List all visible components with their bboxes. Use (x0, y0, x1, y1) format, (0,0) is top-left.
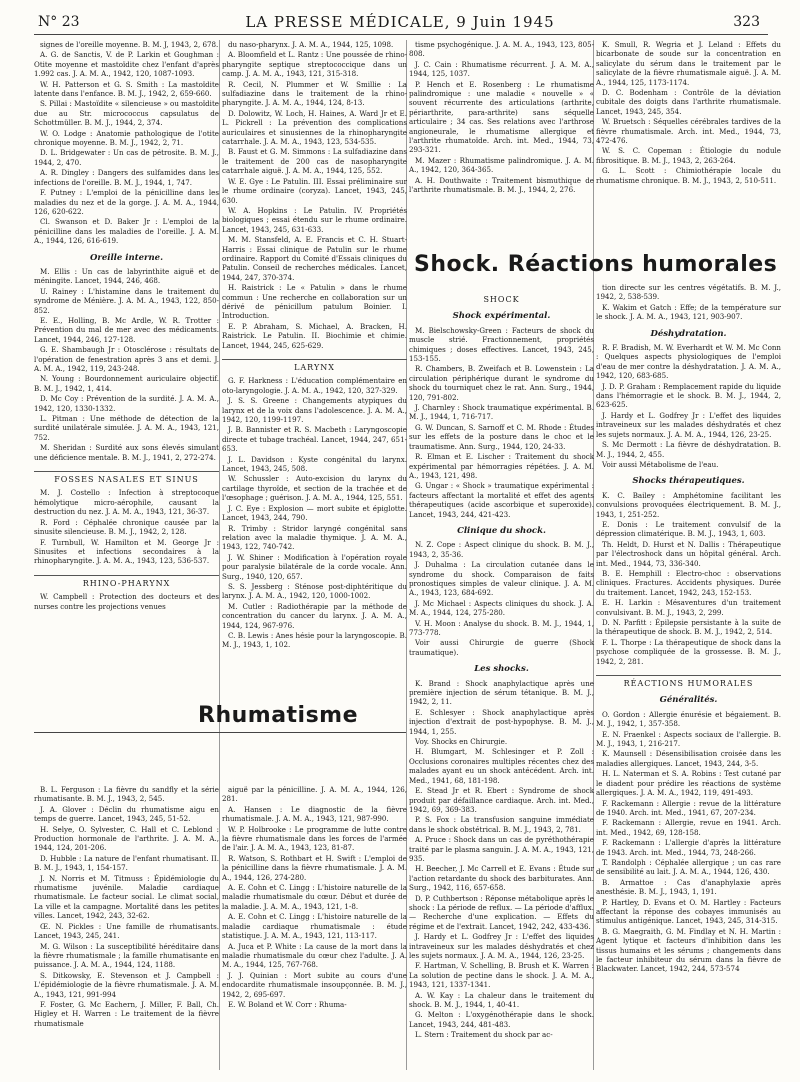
reference-entry: W. Schussler : Auto-excision du larynx du cartilage thyroïde, et section de la trachée et de l'œsophage ; guérison. J. A. M. A., 1944, 125, 551. (222, 474, 407, 503)
section-heading: Les shocks. (474, 664, 529, 675)
reference-entry: F. Foster, G. Mc Eachern, J. Miller, F. Ball, Ch. Higley et H. Warren : Le traitement de la fièvre rhumatismale (34, 999, 219, 1028)
reference-entry: J. Duhalma : La circulation cutanée dans le syndrome du shock. Comparaison de faits pronostiques simples de valeur clinique. J. A. M. A., 1943, 123, 684-692. (409, 560, 594, 598)
reference-entry: H. Beecher, J. Mc Carrell et E. Evans : Étude sur l'action retardante du shock des barbiturates. Ann. Surg., 1942, 116, 657-658. (409, 864, 594, 893)
bibliography-list (222, 376, 407, 649)
bibliography-list (596, 283, 781, 322)
reference-entry: K. Brand : Shock anaphylactique après une première injection de sérum tétanique. B. M. J., 1942, 2, 11. (409, 678, 594, 707)
column-1 (34, 40, 219, 612)
section-heading: Généralités. (659, 695, 718, 706)
section-heading: Oreille interne. (89, 252, 164, 263)
reference-entry: E. P. Abraham, S. Michael, A. Bracken, H. Raistrick. Le Patulin. II. Biochimie et chimie. Lancet, 1944, 245, 625-629. (222, 321, 407, 350)
reference-entry: H. Blumgart, M. Schlesinger et P. Zoll : Occlusions coronaires multiples récentes chez des malades ayant eu un shock antécédent. Arch. int. Med., 1941, 68, 181-198. (409, 747, 594, 785)
bibliography-list (409, 40, 594, 195)
reference-entry: A. G. de Sanctis, V. de P. Larkin et Goughman : Otite moyenne et mastoïdite chez l'enfant d'après 1.992 cas. J. A. M. A., 1942, 120, 1087-1093. (34, 50, 219, 79)
reference-entry: D. Dolowitz, W. Loch, H. Haines, A. Ward Jr et E. L. Pickrell : La prévention des complications auriculaires et sinusiennes de la rhinopharyngite catarrhale. J. A. M. A., 1943, 123, 534-535. (222, 108, 407, 147)
reference-entry: H. Selye, O. Sylvester, C. Hall et C. Leblond : Production hormonale de l'arthrite. J. A. M. A., 1944, 124, 201-206. (34, 824, 219, 853)
reference-entry: B. Faust et G. M. Simmons : La sulfadiazine dans le traitement de 200 cas de nasopharyngite catarrhale aiguë. J. A. M. A., 1944, 125, 552. (222, 147, 407, 176)
reference-entry: A. Bloomfield et L. Rantz : Une poussée de rhino-pharyngite septique streptococcique dans un camp. J. A. M. A., 1943, 121, 315-318. (222, 50, 407, 79)
reference-entry: D. N. Parfitt : Épilepsie persistante à la suite de la thérapeutique de shock. B. M. J., 1942, 2, 514. (596, 618, 781, 637)
reference-entry: K. Wakim et Gatch : Effe; de la température sur le shock. J. A. M. A., 1943, 121, 903-907. (596, 302, 781, 322)
reference-entry: H. Raistrick : Le « Patulin » dans le rhume commun : Une recherche en collaboration sur un dérivé de pénicillum patulum Boinier. I. Introduction. (222, 283, 407, 321)
reference-entry: U. Rainey : L'histamine dans le traitement du syndrome de Ménière. J. A. M. A., 1943, 122, 850-852. (34, 286, 219, 315)
bibliography-list (596, 710, 781, 974)
reference-entry: L. Pitman : Une méthode de détection de la surdité unilatérale simulée. J. A. M. A., 1943, 121, 752. (34, 414, 219, 442)
reference-entry: F. Turnbull, W. Hamilton et M. George Jr : Sinusites et infections secondaires à la rhinopharyngite. J. A. M. A., 1943, 123, 536-537. (34, 537, 219, 566)
reference-entry: D. C. Bodenham : Contrôle de la déviation cubitale des doigts dans l'arthrite rhumatismale. Lancet, 1943, 245, 354. (596, 88, 781, 116)
reference-entry: V. H. Moon : Analyse du shock. B. M. J., 1944, 1, 773-778. (409, 618, 594, 637)
reference-entry: J. D. P. Graham : Remplacement rapide du liquide dans l'hémorragie et le shock. B. M. J., 1944, 2, 623-625. (596, 381, 781, 410)
reference-entry: G. E. Shambaugh Jr : Otosclérose : résultats de l'opération de fenestration après 3 ans et demi. J. A. M. A., 1942, 119, 243-248. (34, 345, 219, 373)
reference-entry: G. F. Harkness : L'éducation complémentaire en oto-laryngologie. J. A. M. A., 1942, 120, 327-329. (222, 376, 407, 395)
section-heading: LARYNX (222, 359, 407, 372)
reference-entry: W. S. C. Copeman : Étiologie du nodule fibrositique. B. M. J., 1943, 2, 263-264. (596, 146, 781, 165)
bibliography-list (34, 592, 219, 611)
reference-entry: M. J. Costello : Infection à streptocoque hémolytique micro-aérophile, causant la destruction du nez. J. A. M. A., 1943, 121, 36-37. (34, 488, 219, 517)
reference-entry: J. Hardy et L. Godfrey Jr : L'effet des liquides intraveineux sur les malades déshydratés et chez les sujets normaux. J. A. M. A., 1944, 126, 23-25. (596, 410, 781, 439)
reference-entry: M. Bielschowsky-Green : Facteurs de shock du muscle strié. Fractionnement, propriétés chimiques ; doses effectives. Lancet, 1943, 245, 153-155. (409, 325, 594, 364)
column-4 (596, 40, 781, 186)
reference-entry: J. C. Cain : Rhumatisme récurrent. J. A. M. A., 1944, 125, 1037. (409, 59, 594, 79)
reference-entry: P. Hartley, D. Evans et O. M. Hartley : Facteurs affectant la réponse des cobayes immunisés au stimulus antigénique. Lancet, 1943, 245, 314-315. (596, 897, 781, 926)
reference-entry: J. J. Quinian : Mort subite au cours d'une endocardite rhumatismale insoupçonnée. B. M. J., 1942, 2, 695-697. (222, 970, 407, 999)
section-heading: RHINO-PHARYNX (34, 575, 219, 588)
reference-entry: E. Donis : Le traitement convulsif de la dépression climatérique. B. M. J., 1943, 1, 603. (596, 519, 781, 539)
bibliography-list (409, 540, 594, 657)
column-1-lower (34, 785, 219, 1029)
reference-entry: R. Cecil, N. Plummer et W. Smillie : La sulfadiazine dans le traitement de la rhino-pharyngite. J. A. M. A., 1944, 124, 8-13. (222, 79, 407, 108)
reference-entry: E. Schlesyer : Shock anaphylactique après injection d'extrait de post-hypophyse. B. M. J., 1944, 1, 255. (409, 707, 594, 736)
reference-entry: M. G. Wilson : La susceptibilité héréditaire dans la fièvre rhumatismale ; la famille rhumatisante en puissance. J. A. M. A., 1944, 124, 1188. (34, 941, 219, 970)
shock-heading: Shock. Réactions humorales (414, 252, 778, 277)
reference-entry: J. C. Eye : Explosion — mort subite et épiglotte. Lancet, 1943, 244, 790. (222, 503, 407, 523)
reference-entry: D. L. Bridgewater : Un cas de pétrosite. B. M. J., 1944, 2, 470. (34, 148, 219, 167)
reference-entry: du naso-pharynx. J. A. M. A., 1944, 125, 1098. (228, 40, 394, 49)
reference-entry: A. Pruce : Shock dans un cas de pyréthothérapie traité par le plasma sanguin. J. A. M. A., 1943, 121, 935. (409, 835, 594, 863)
reference-entry: A. W. Kay : La chaleur dans le traitement du shock. B. M. J., 1944, 1, 40-41. (409, 990, 594, 1010)
reference-entry: R. F. Bradish, M. W. Everhardt et W. M. Mc Conn : Quelques aspects physiologiques de l'emploi d'eau de mer contre la déshydratation. J. A. M. A., 1942, 120, 683-685. (596, 343, 781, 381)
reference-entry: J. N. Norris et M. Titmuss : Épidémiologie du rhumatisme juvénile. Maladie cardiaque rhumatismale. Le facteur social. Le climat social, La ville et la campagne. Mortalité dans les petites villes. Lancet, 1942, 243, 32-62. (34, 873, 219, 921)
bibliography-list (409, 326, 594, 519)
reference-entry: W. P. Holbrooke : Le programme de lutte contre la fièvre rhumatismale dans les forces de l'armée de l'air. J. A. M. A., 1943, 123, 81-87. (222, 824, 407, 853)
reference-entry: R. Trimby : Stridor laryngé congénital sans relation avec la maladie thymique. J. A. M. A., 1943, 122, 740-742. (222, 523, 407, 552)
reference-entry: E. N. Fraenkel : Aspects sociaux de l'allergie. B. M. J., 1943, 1, 216-217. (596, 729, 781, 749)
section-heading: Déshydratation. (650, 328, 727, 339)
reference-entry: Voy. Shocks en Chirurgie. (415, 737, 508, 747)
reference-entry: E. Stead Jr et R. Ebert : Syndrome de shock produit par défaillance cardiaque. Arch. int. Med., 1942, 69, 369-383. (409, 786, 594, 814)
reference-entry: M. M. Stansfeld, A. E. Francis et C. H. Stuart-Harris : Essai clinique de Patulin sur le rhume ordinaire. Rapport du Comité d'Essais cliniques du Patulin. Conseil de recherches médicales. Lancet, 1944, 247, 370-374. (222, 235, 407, 282)
bibliography-list (409, 679, 594, 1040)
reference-entry: J. Hardy et L. Godfrey Jr : L'effet des liquides intraveineux sur les malades déshydratés et chez les sujets normaux. J. A. M. A., 1944, 126, 23-25. (409, 932, 594, 960)
reference-entry: B. E. Hemphill : Electro-choc : observations cliniques. Fractures. Accidents physiques. Durée du traitement. Lancet, 1942, 243, 152-153. (596, 568, 781, 597)
reference-entry: R. Chambers, B. Zweifach et B. Lowenstein : La circulation périphérique durant le syndrome du shock du tourniquet chez le rat. Ann. Surg., 1944, 120, 791-802. (409, 364, 594, 402)
reference-entry: aiguë par la pénicilline. J. A. M. A., 1944, 126, 281. (222, 785, 407, 804)
reference-entry: K. Maunsell : Désensibilisation croisée dans les maladies allergiques. Lancet, 1943, 244, 3-5. (596, 749, 781, 768)
reference-entry: F. Putney : L'emploi de la pénicilline dans les maladies du nez et de la gorge. J. A. M. A., 1944, 126, 620-622. (34, 188, 219, 216)
reference-entry: D. Hubble : La nature de l'enfant rhumatisant. II. B. M. J., 1943, 1, 154-157. (34, 853, 219, 873)
reference-entry: N. Young : Bourdonnement auriculaire objectif. B. M. J., 1942, 1, 414. (34, 374, 219, 393)
reference-entry: J. W. Shiner : Modification à l'opération royale pour paralysie bilatérale de la corde vocale. Ann. Surg., 1940, 120, 657. (222, 552, 407, 581)
reference-entry: J. L. Davidson : Kyste congénital du larynx. Lancet, 1943, 245, 508. (222, 454, 407, 474)
reference-entry: O. Gordon : Allergie énurésie et bégaiement. B. M. J., 1942, 1, 357-358. (596, 709, 781, 729)
reference-entry: A. Hansen : Le diagnostic de la fièvre rhumatismale. J. A. M. A., 1943, 121, 987-990. (222, 804, 407, 824)
reference-entry: A. E. Cohn et C. Lingg : L'histoire naturelle de la maladie cardiaque rhumatismale : étude statistique. J. A. M. A., 1943, 121, 113-117. (222, 912, 407, 941)
reference-entry: F. L. Thorpe : La thérapeutique de shock dans la psychose compliquée de la grossesse. B. M. J., 1942, 2, 281. (596, 637, 781, 666)
reference-entry: F. Rackemann : Allergie, revue en 1941. Arch. int. Med., 1942, 69, 128-158. (596, 818, 781, 837)
reference-entry: F. Rackemann : L'allergie d'après la littérature de 1943. Arch. int. Med., 1944, 73, 248-266. (596, 838, 781, 857)
reference-entry: N. Z. Cope : Aspect clinique du shock. B. M. J., 1943, 2, 35-36. (409, 540, 594, 559)
reference-entry: J. A. Glover : Déclin du rhumatisme aigu en temps de guerre. Lancet, 1943, 245, 51-52. (34, 804, 219, 824)
page-header (0, 0, 800, 38)
reference-entry: W. O. Lodge : Anatomie pathologique de l'otite chronique moyenne. B. M. J., 1942, 2, 71. (34, 128, 219, 148)
reference-entry: Œ. N. Pickles : Une famille de rhumatisants. Lancet, 1943, 245, 241. (34, 921, 219, 941)
reference-entry: W. A. Hopkins : Le Patulin. IV. Propriétés biologiques ; essai étendu sur le rhume ordinaire. Lancet, 1943, 245, 631-633. (222, 205, 407, 234)
reference-entry: J. Mc Michael : Aspects cliniques du shock. J. A. M. A., 1944, 124, 275-280. (409, 598, 594, 618)
reference-entry: M. Cutler : Radiothérapie par la méthode de concentration du cancer du larynx. J. A. M. A., 1944, 124, 967-976. (222, 601, 407, 630)
column-4-lower (596, 283, 781, 975)
reference-entry: W. Bruetsch : Séquelles cérébrales tardives de la fièvre rhumatismale. Arch. int. Med., 1944, 73, 472-476. (596, 117, 781, 146)
reference-entry: R. Ford : Céphalée chronique causée par la sinusite silencieuse. B. M. J., 1942, 2, 128. (34, 517, 219, 537)
bibliography-list (596, 491, 781, 666)
reference-entry: L. Stern : Traitement du shock par ac- (415, 1030, 553, 1040)
bibliography-list (596, 343, 781, 469)
bibliography-list (34, 267, 219, 462)
reference-entry: C. B. Lewis : Anes hésie pour la laryngoscopie. B. M. J., 1943, 1, 102. (222, 630, 407, 650)
column-3-lower (409, 283, 594, 1041)
reference-entry: R. Elman et E. Lischer : Traitement du shock expérimental par hémorragies répétées. J. A. M. A., 1943, 121, 498. (409, 452, 594, 480)
column-2 (222, 40, 407, 651)
reference-entry: M. Sheridan : Surdité aux sons élevés simulant une déficience mentale. B. M. J., 1941, 2, 272-274. (34, 443, 219, 462)
reference-entry: J. Charnley : Shock traumatique expérimental. B. M. J., 1944, 1, 716-717. (409, 403, 594, 422)
reference-entry: S. Pillai : Mastoïdite « silencieuse » ou mastoïdite due au Str. micrococcus capsulatus de Schottmüller. B. M. J., 1944, 2, 374. (34, 99, 219, 128)
reference-entry: Voir aussi Métabolisme de l'eau. (602, 459, 719, 469)
reference-entry: T. Randolph : Céphalée allergique ; un cas rare de sensibilité au lait. J. A. M. A., 1944, 126, 430. (596, 857, 781, 877)
reference-entry: G. L. Scott : Chimiothérapie locale du rhumatisme chronique. B. M. J., 1943, 2, 510-511. (596, 166, 781, 185)
reference-entry: R. Watson, S. Rothbart et H. Swift : L'emploi de la pénicilline dans la fièvre rhumatismale. J. A. M. A., 1944, 126, 274-280. (222, 853, 407, 882)
rhumatisme-rule (34, 732, 406, 733)
reference-entry: S. Ditkowsky, E. Stevenson et J. Campbell : L'épidémiologie de la fièvre rhumatismale. J. A. M. A., 1943, 121, 991-994 (34, 970, 219, 999)
bibliography-list (596, 40, 781, 185)
page-number: 323 (733, 14, 760, 30)
bibliography-list (34, 785, 219, 1028)
reference-entry: Cl. Swanson et D. Baker Jr : L'emploi de la pénicilline dans les maladies de l'oreille. J. A. M. A., 1944, 126, 616-619. (34, 217, 219, 246)
reference-entry: G. W. Duncan, S. Sarnoff et C. M. Rhode : Études sur les effets de la posture dans le choc et le traumatisme. Ann. Surg., 1944, 120, 24-33. (409, 422, 594, 451)
reference-entry: tisme psychogénique. J. A. M. A., 1943, 123, 805-808. (409, 40, 594, 59)
reference-entry: M. Ellis : Un cas de labyrinthite aiguë et de méningite. Lancet, 1944, 246, 468. (34, 266, 219, 286)
reference-entry: W. H. Patterson et G. S. Smith : La mastoïdite latente dans l'enfance. B. M. J., 1942, 2, 659-660. (34, 79, 219, 99)
reference-entry: E. H. Larkin : Mésaventures d'un traitement convulsivant. B. M. J., 1943, 2, 299. (596, 598, 781, 617)
reference-entry: tion directe sur les centres végétatifs. B. M. J., 1942, 2, 538-539. (596, 283, 781, 302)
reference-entry: M. Mazer : Rhumatisme palindromique. J. A. M. A., 1942, 120, 364-365. (409, 155, 594, 175)
reference-entry: H. L. Naterman et S. A. Robins : Test cutané par le diadent pour prédire les réactions de système allergiques. J. A. M. A., 1942, 119, 491-493. (596, 769, 781, 798)
reference-entry: K. C. Bailey : Amphétomine facilitant les convulsions provoquées électriquement. B. M. J., 1943, 1, 251-252. (596, 490, 781, 519)
reference-entry: Voir aussi Chirurgie de guerre (Shock traumatique). (409, 638, 594, 657)
rhumatisme-heading: Rhumatisme (198, 703, 359, 728)
column-2-lower (222, 785, 407, 1010)
section-heading: FOSSES NASALES ET SINUS (34, 471, 219, 484)
reference-entry: D. P. Cuthbertson : Réponse métabolique après le shock : La période de reflux. — La période d'afflux. — Recherche d'une explication. — Effets du régime et de l'extrait. Lancet, 1942, 242, 433-436. (409, 893, 594, 931)
bibliography-list (34, 488, 219, 565)
column-3 (409, 40, 594, 196)
reference-entry: A. E. Cohn et C. Lingg : L'histoire naturelle de la maladie rhumatismale du cœur. Début et durée de la maladie. J. A. M. A., 1943, 121, 1-8. (222, 883, 407, 911)
reference-entry: G. Melton : L'oxygénothérapie dans le shock. Lancet, 1943, 244, 481-483. (409, 1010, 594, 1029)
section-heading: Shocks thérapeutiques. (632, 476, 745, 487)
reference-entry: B. G. Maegraith, G. M. Findlay et N. H. Martin : Agent lytique et facteurs d'inhibition dans les tissus humains et les sérums ; changements dans le facteur inhibiteur du sérum dans la fièvre de Blackwater. Lancet, 1942, 244, 573-574 (596, 926, 781, 974)
reference-entry: P. S. Fox : La transfusion sanguine immédiate dans le shock obstétrical. B. M. J., 1943, 2, 781. (409, 815, 594, 834)
header-rule (34, 34, 768, 35)
reference-entry: F. Hartman, V. Schelling, B. Brush et K. Warren : La solution de pectine dans le shock. J. A. M. A., 1943, 121, 1337-1341. (409, 961, 594, 990)
reference-entry: B. L. Ferguson : La fièvre du sandfly et la série rhumatisante. B. M. J., 1943, 2, 545. (34, 785, 219, 804)
bibliography-list (222, 785, 407, 1009)
reference-entry: K. Smull, R. Wegria et J. Leland : Effets du bicarbonate de soude sur la concentration en salicylate du sérum dans le traitement par le salicylate de la fièvre rhumatismale aiguë. J. A. M. A., 1944, 125, 1173-1174. (596, 40, 781, 87)
reference-entry: signes de l'oreille moyenne. B. M. J, 1943, 2, 678. (40, 40, 219, 49)
reference-entry: E. E., Holling, B. Mc Ardle, W. R. Trotter : Prévention du mal de mer avec des médicaments. Lancet, 1944, 246, 127-128. (34, 315, 219, 344)
reference-entry: F. Rackemann : Allergie : revue de la littérature de 1940. Arch. int. Med., 1941, 67, 207-234. (596, 798, 781, 817)
reference-entry: J. B. Bannister et R. S. Macbeth : Laryngoscopie directe et tubage trachéal. Lancet, 1944, 247, 651-653. (222, 425, 407, 454)
section-heading: Clinique du shock. (457, 525, 546, 536)
reference-entry: W. E. Gye : Le Patulin. III. Essai préliminaire sur le rhume ordinaire (coryza). Lancet, 1943, 245, 630. (222, 176, 407, 205)
reference-entry: J. S. S. Greene : Changements atypiques du larynx et de la voix dans l'adolescence. J. A. M. A., 1942, 120, 1199-1197. (222, 396, 407, 425)
reference-entry: A. H. Douthwaite : Traitement bismuthique de l'arthrite rhumatismale. B. M. J., 1944, 2, 276. (409, 175, 594, 195)
reference-entry: G. Ungar : « Shock » traumatique expérimental : facteurs affectant la mortalité et effet des agents thérapeutiques (acide ascorbique et superoxide). Lancet, 1943, 244, 421-423. (409, 481, 594, 519)
section-heading: RÉACTIONS HUMORALES (596, 675, 781, 688)
column-divider (219, 40, 220, 1070)
reference-entry: Th. Heldt, D. Hurst et N. Dallis : Thérapeutique par l'électroshock dans un hôpital général. Arch. int. Med., 1944, 73, 336-340. (596, 539, 781, 568)
section-heading: Shock expérimental. (452, 311, 551, 322)
reference-entry: W. Campbell : Protection des docteurs et des nurses contre les projections venues (34, 592, 219, 611)
reference-entry: S. S. Jessberg : Sténose post-diphtéritique du larynx. J. A. M. A., 1942, 120, 1000-1002. (222, 581, 407, 601)
bibliography-list (222, 40, 407, 350)
reference-entry: B. Armattoe : Cas d'anaphylaxie après anesthésie. B. M. J., 1943, 1, 191. (596, 877, 781, 897)
reference-entry: E. W. Boland et W. Corr : Rhuma- (228, 999, 347, 1009)
reference-entry: S. Mc Dermott : La fièvre de déshydratation. B. M. J., 1944, 2, 455. (596, 440, 781, 459)
reference-entry: D. Mc Coy : Prévention de la surdité. J. A. M. A., 1942, 120, 1330-1332. (34, 394, 219, 413)
reference-entry: A. Juca et P. White : La cause de la mort dans la maladie rhumatismale du cœur chez l'adulte. J. A. M. A., 1944, 125, 767-768. (222, 941, 407, 970)
journal-title: LA PRESSE MÉDICALE, 9 Juin 1945 (245, 13, 555, 31)
section-heading: SHOCK (483, 295, 520, 304)
reference-entry: P. Hench et E. Rosenberg : Le rhumatisme palindromique : une maladie « nouvelle » « souvent récurrente des articulations (arthrite, périarthrite, para-arthrite) sans séquelle articulaire ; 34 cas. Ses relations avec l'arthrose angioneurale, le rhumatisme allergique et l'arthrite rhumatoïde. Arch. int. Med., 1944, 73, 293-321. (409, 79, 594, 155)
reference-entry: A. R. Dingley : Dangers des sulfamides dans les infections de l'oreille. B. M. J., 1944, 1, 747. (34, 168, 219, 187)
issue-number: N° 23 (38, 14, 80, 30)
bibliography-list (34, 40, 219, 246)
